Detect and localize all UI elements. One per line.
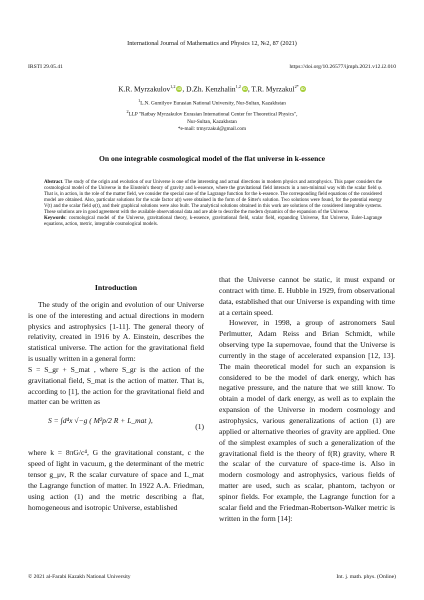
author-1: K.R. Myrzakulov (118, 84, 171, 94)
keywords: Keywords: cosmological model of the Universe, gravitational theory, k-essence, gravitational field, scalar field, expanding Universe, flat Universe, Euler-Lagrange equations, action, metric, integrable cosmological models. (44, 216, 382, 228)
abstract (44, 180, 382, 228)
affiliation-3: Nur-Sultan, Kazakhstan (187, 118, 237, 125)
orcid-icon[interactable]: iD (177, 86, 182, 92)
section-heading: Introduction (94, 283, 138, 292)
copyright: © 2021 al-Farabi Kazakh National University (28, 574, 131, 580)
equation-1 (28, 410, 204, 444)
author-2-sup: 1,2 (235, 84, 241, 89)
left-column (28, 283, 204, 513)
orcid-icon[interactable]: iD (242, 86, 247, 92)
paper-title: On one integrable cosmological model of the flat universe in k-essence (98, 154, 326, 163)
paragraph: However, in 1998, a group of astronomers Saul Perlmutter, Adam Reiss and Brian Schmidt, while observing type Ia supernovae, found that the Universe is currently in the stage of accelerated expansion [12, 13]. The main theoretical model for such an expansion is considered to be the model of dark energy, which has negative pressure, and the nature that we still know. To obtain a model of dark energy, as well as to explain the expansion of the Universe in modern cosmology and astrophysics, various generalizations of action (1) are applied or alternative theories of gravity are applied. One of the simplest examples of such a generalization of the gravitational field is the theory of f(R) gravity, where R the scalar of the curvature of space-time is. Also in modern cosmology and astrophysics, various fields of matter are used, such as scalar, phantom, tachyon or spinor fields. For example, the Lagrange function for a scalar field and the Friedman-Robertson-Walker metric is written in the form [14]: (219, 318, 395, 523)
abstract-text: Abstract. The study of the origin and evolution of our Universe is one of the interesting and actual directions in modern physics and astrophysics. This paper considers the cosmological model of the Universe in the Einstein's theory of gravity and k-essence, where the gravitational field interacts in a non-minimal way with the scalar field φ. That is, in action, in the role of the matter field, we consider the special case of the Lagrange function for the k-essence. The corresponding field equations of the considered model are obtained. Also, particular solutions for the scale factor a(t) were obtained in the form of de Sitter's solution. Two solutions were found, for the potential energy V(t) and the scalar field φ(t), and their graphical solutions were also built. The analytical solutions obtained in this work are solutions of the considered integrable systems. These solutions are in good agreement with the available observational data and are able to describe the modern dynamics of the expansion of the Universe. (44, 180, 382, 216)
paragraph: where k = 8πG/c⁴, G the gravitational constant, c the speed of light in vacuum, g the determinant of the metric tensor g_μν, R the scalar curvature of space and L_mat the Lagrange function of matter. In 1922 A.A. Friedman, using action (1) and the metric describing a flat, homogeneous and isotropic Universe, established (28, 448, 204, 512)
author-2: , D.Zh. Kenzhalin (182, 84, 236, 94)
orcid-icon[interactable]: iD (300, 86, 305, 92)
paragraph: The study of the origin and evolution of our Universe is one of the interesting and actual directions in modern physics and astrophysics [1-11]. The general theory of relativity, created in 1916 by A. Einstein, describes the statistical universe. The action for the gravitational field is usually written in a general form: (28, 299, 204, 364)
affiliations (0, 97, 424, 133)
equation-number: (1) (195, 422, 204, 432)
author-3-sup: 2* (294, 84, 299, 89)
paragraph: that the Universe cannot be static, it must expand or contract with time. E. Hubble in 1929, from observational data, established that our Universe is expanding with time at a certain speed. (219, 275, 395, 317)
author-list (0, 84, 424, 93)
affiliation-2: $^2$LLP "Ratbay Myrzakulov Eurasian International Center for Theoretical Physics", (126, 108, 298, 118)
irsti-code: IRSTI 29.05.41 (28, 64, 63, 70)
email-line[interactable]: *e-mail: trmyrzakul@gmail.com (177, 126, 247, 133)
journal-short: Int. j. math. phys. (Online) (336, 574, 396, 580)
formula-paragraph: S = S_gr + S_mat , where S_gr is the action of the gravitational field, S_mat is the action of matter. That is, according to [1], the action for the gravitational field and matter can be written as (28, 364, 204, 407)
author-1-sup: 1,2 (170, 84, 176, 89)
doi-link[interactable]: https://doi.org/10.26577/ijmph.2021.v12.i2.010 (289, 64, 396, 70)
equation-body: S = ∫d⁴x √−g ( M²p/2 R + L_mat ), (48, 416, 153, 426)
author-3: , T.R. Myrzakul (247, 84, 295, 94)
journal-header: International Journal of Mathematics and Physics 12, №2, 87 (2021) (127, 40, 297, 47)
right-column (219, 275, 395, 524)
affiliation-1: $^1$L.N. Gumilyov Eurasian National University, Nur-Sultan, Kazakhstan (138, 98, 286, 107)
